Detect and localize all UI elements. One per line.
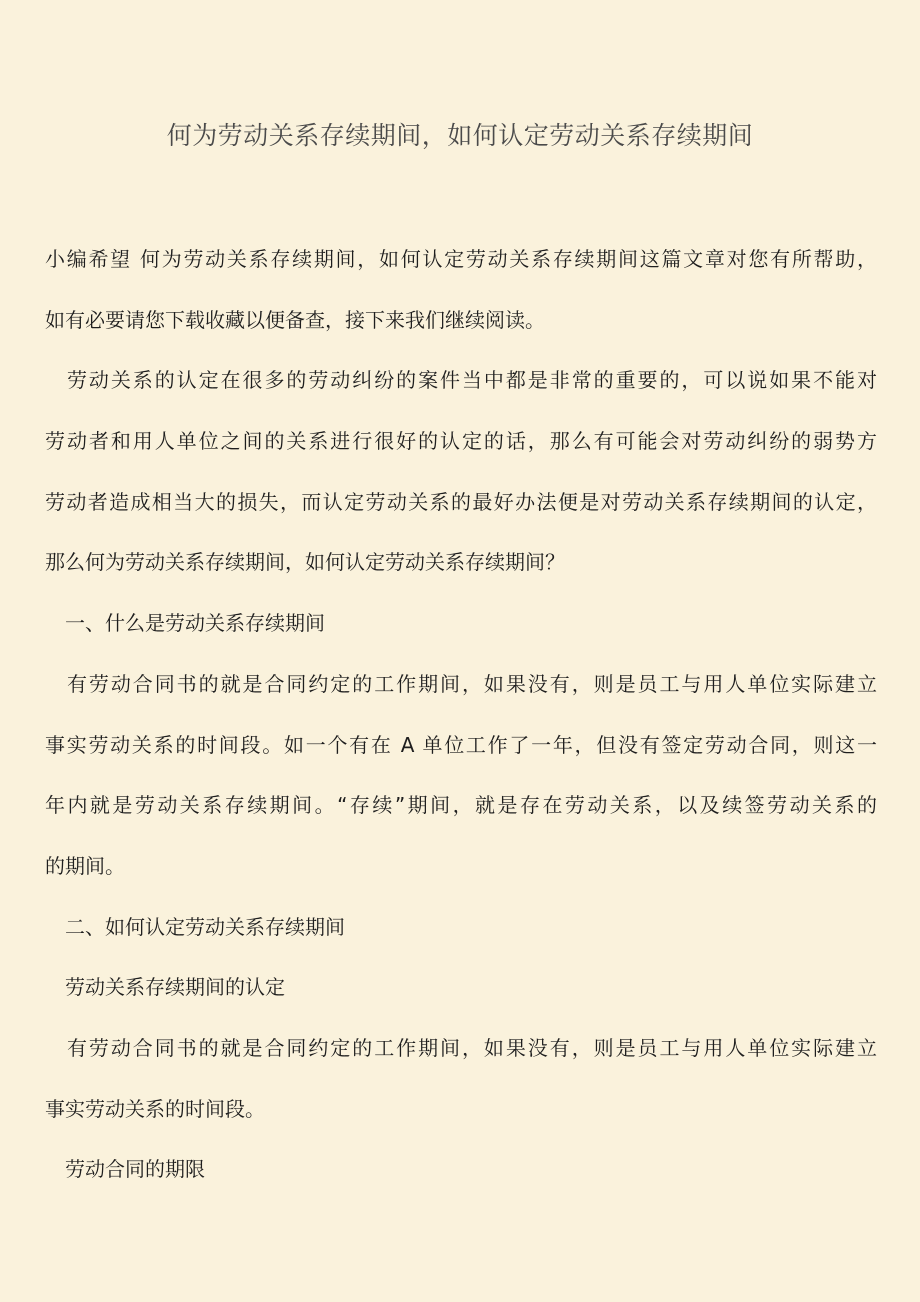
- body-line: 有劳动合同书的就是合同约定的工作期间，如果没有，则是员工与用人单位实际建立: [45, 1035, 877, 1060]
- document-body: [45, 244, 877, 1215]
- subsection-heading: 劳动合同的期限: [45, 1157, 205, 1182]
- body-line: 事实劳动关系的时间段。: [45, 1096, 265, 1121]
- body-line: 的期间。: [45, 853, 125, 878]
- body-line: 事实劳动关系的时间段。如一个有在 A 单位工作了一年，但没有签定劳动合同，则这一: [45, 732, 877, 757]
- body-line: 年内就是劳动关系存续期间。“存续”期间，就是存在劳动关系，以及续签劳动关系的: [45, 793, 877, 818]
- body-line: 劳动者和用人单位之间的关系进行很好的认定的话，那么有可能会对劳动纠纷的弱势方: [45, 429, 877, 454]
- body-line: 劳动者造成相当大的损失，而认定劳动关系的最好办法便是对劳动关系存续期间的认定，: [45, 489, 877, 514]
- document-title: 何为劳动关系存续期间，如何认定劳动关系存续期间: [166, 121, 754, 150]
- body-line: 小编希望 何为劳动关系存续期间，如何认定劳动关系存续期间这篇文章对您有所帮助，: [45, 247, 877, 271]
- section-heading: 一、什么是劳动关系存续期间: [45, 611, 325, 636]
- subsection-heading: 劳动关系存续期间的认定: [45, 975, 285, 1000]
- body-line: 那么何为劳动关系存续期间，如何认定劳动关系存续期间？: [45, 550, 565, 575]
- body-line: 劳动关系的认定在很多的劳动纠纷的案件当中都是非常的重要的，可以说如果不能对: [45, 368, 877, 393]
- body-line: 如有必要请您下载收藏以便备查，接下来我们继续阅读。: [45, 307, 545, 332]
- section-heading: 二、如何认定劳动关系存续期间: [45, 914, 345, 939]
- body-line: 有劳动合同书的就是合同约定的工作期间，如果没有，则是员工与用人单位实际建立: [45, 671, 877, 696]
